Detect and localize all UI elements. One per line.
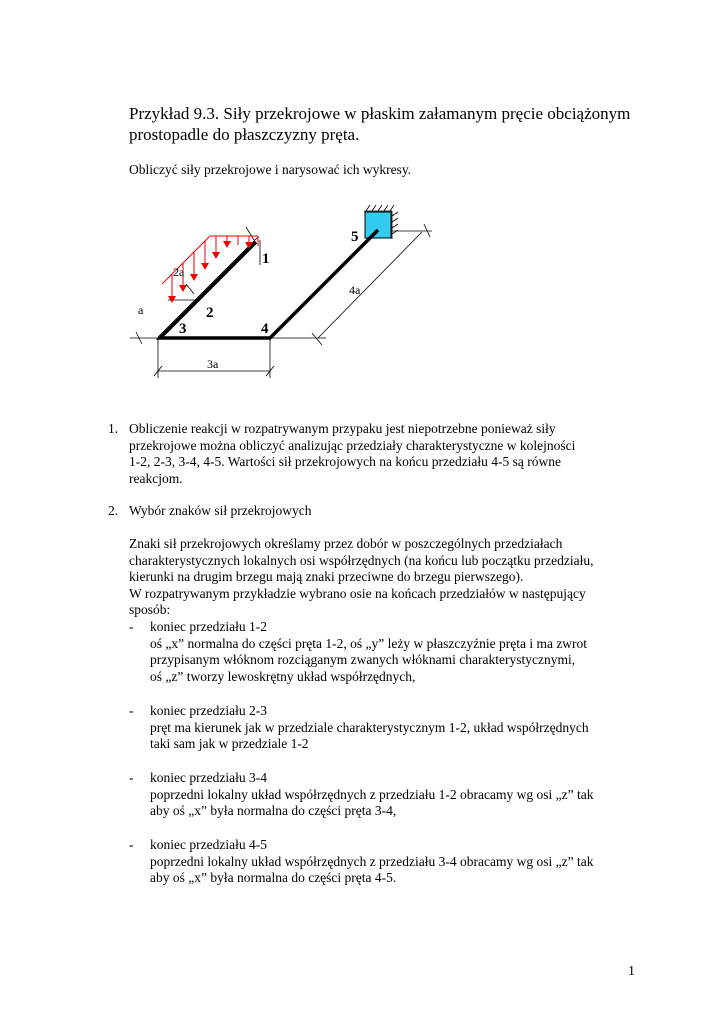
bullet-marker: - xyxy=(129,619,134,634)
bullet-line: oś „z” tworzy lewoskrętny układ współrzędnych, xyxy=(150,668,416,684)
dimension-lines xyxy=(130,224,432,378)
dim-3a-label: 3a xyxy=(207,357,219,371)
bullet-3 xyxy=(150,770,593,820)
item-1-line: Obliczenie reakcji w rozpatrywanym przypaku jest niepotrzebne ponieważ siły xyxy=(129,421,556,436)
bullet-line: pręt ma kierunek jak w przedziale charakterystycznym 1-2, układ współrzędnych xyxy=(150,719,589,735)
item-1-text xyxy=(129,421,575,487)
bullet-line: oś „x” normalna do części pręta 1-2, oś „y” leży w płaszczyźnie pręta i ma zwrot xyxy=(150,635,588,651)
bullet-1 xyxy=(150,619,587,685)
page-number: 1 xyxy=(628,964,635,979)
node-3-label: 3 xyxy=(179,321,187,337)
bullet-head: koniec przedziału 2-3 xyxy=(150,703,267,718)
bullet-marker: - xyxy=(129,703,134,718)
paragraph-line: charakterystycznych lokalnych osi współrzędnych (na końcu lub początku przedziału, xyxy=(129,552,594,568)
bullet-line: poprzedni lokalny układ współrzędnych z przedziału 3-4 obracamy wg osi „z” tak xyxy=(150,853,594,869)
paragraph xyxy=(129,536,593,619)
paragraph-line: kierunki na drugim brzegu mają znaki przeciwne do brzegu pierwszego). xyxy=(129,569,524,584)
structure-diagram xyxy=(0,0,724,400)
bullet-4 xyxy=(150,837,593,887)
dim-a-label: a xyxy=(138,303,144,317)
page-title: Przykład 9.3. Siły przekrojowe w płaskim załamanym pręcie obciążonym prostopadle do płaszczyzny pręta. xyxy=(129,104,631,144)
bullet-2 xyxy=(150,703,589,753)
bullet-marker: - xyxy=(129,770,134,785)
paragraph-line: Znaki sił przekrojowych określamy przez dobór w poszczególnych przedziałach xyxy=(129,536,563,551)
paragraph-line: W rozpatrywanym przykładzie wybrano osie na końcach przedziałów w następujący xyxy=(129,585,586,601)
item-1-number: 1. xyxy=(108,421,119,436)
bullet-head: koniec przedziału 3-4 xyxy=(150,770,267,785)
node-4-label: 4 xyxy=(261,321,269,337)
bullet-head: koniec przedziału 4-5 xyxy=(150,837,267,852)
item-2-text: Wybór znaków sił przekrojowych xyxy=(129,503,312,518)
dim-4a-label: 4a xyxy=(349,283,361,297)
item-1-line: 1-2, 2-3, 3-4, 4-5. Wartości sił przekrojowych na końcu przedziału 4-5 są równe xyxy=(129,454,562,469)
bullet-line: przypisanym włóknom rozciąganym zwanych włóknami charakterystycznymi, xyxy=(150,652,576,667)
dim-2a-label: 2a xyxy=(173,265,185,279)
bullet-head: koniec przedziału 1-2 xyxy=(150,619,267,634)
fixed-support xyxy=(364,205,398,239)
item-2-number: 2. xyxy=(108,503,119,518)
bullet-marker: - xyxy=(129,837,134,852)
frame-bar xyxy=(160,230,378,338)
paragraph-line: sposób: xyxy=(129,602,171,617)
node-5-label: 5 xyxy=(351,229,359,245)
node-1-label: 1 xyxy=(262,251,270,267)
intro-text: Obliczyć siły przekrojowe i narysować ich wykresy. xyxy=(129,162,412,177)
bullet-line: aby oś „x” była normalna do części pręta 4-5. xyxy=(150,870,397,885)
bullet-line: taki sam jak w przedziale 1-2 xyxy=(150,736,309,751)
node-2-label: 2 xyxy=(206,305,214,321)
bullet-line: poprzedni lokalny układ współrzędnych z przedziału 1-2 obracamy wg osi „z” tak xyxy=(150,786,594,802)
bullet-line: aby oś „x” była normalna do części pręta 3-4, xyxy=(150,803,397,818)
item-1-line: przekrojowe można obliczyć analizując przedziały charakterystyczne w kolejności xyxy=(129,437,576,453)
item-1-line: reakcjom. xyxy=(129,470,183,486)
